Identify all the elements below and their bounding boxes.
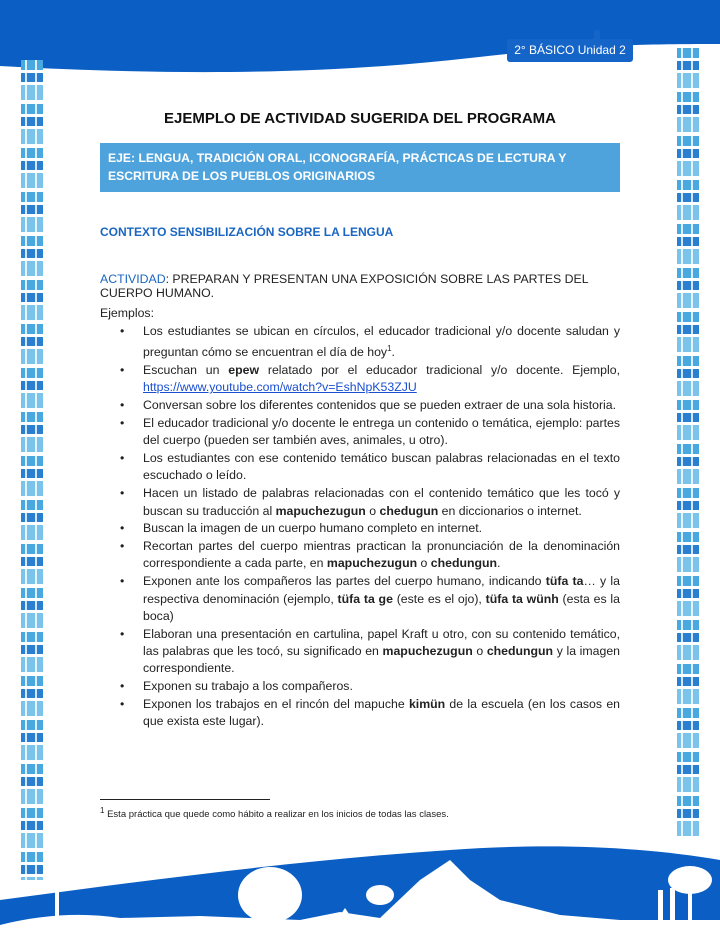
item-text: Escuchan un	[143, 363, 229, 378]
item-text: El educador tradicional y/o docente le entrega un contenido o temática, ejemplo: partes del cuerpo (pueden ser también aves, animales, u otro).	[143, 416, 620, 448]
bold-term: epew	[228, 363, 260, 378]
item-text: en diccionarios o internet.	[438, 503, 582, 518]
list-item	[100, 538, 620, 573]
item-text: .	[497, 556, 501, 571]
list-item	[100, 323, 620, 362]
right-decorative-border	[677, 48, 699, 838]
footnote-divider	[100, 799, 270, 800]
eje-banner: EJE: LENGUA, TRADICIÓN ORAL, ICONOGRAFÍA, PRÁCTICAS DE LECTURA Y ESCRITURA DE LOS PUEBLOS ORIGINARIOS	[100, 143, 620, 192]
bold-term: chedungun	[430, 556, 498, 571]
examples-list	[100, 323, 620, 731]
item-text: relatado por el educador tradicional y/o docente. Ejemplo,	[259, 363, 621, 378]
item-text: Conversan sobre los diferentes contenidos que se pueden extraer de una sola historia.	[143, 398, 617, 413]
item-text: Exponen los trabajos en el rincón del mapuche	[143, 696, 409, 711]
item-text: Los estudiantes se ubican en círculos, el educador tradicional y/o docente saludan y preguntan cómo se encuentran el día de hoy	[143, 324, 620, 360]
item-text: Exponen su trabajo a los compañeros.	[143, 679, 353, 694]
item-text: Recortan partes del cuerpo mientras practican la pronunciación de la denominación correspondiente a cada parte, en	[143, 539, 620, 571]
unit-badge: 2° BÁSICO Unidad 2	[507, 39, 633, 62]
item-text: Los estudiantes con ese contenido temático buscan palabras relacionadas en el texto escuchado o leído.	[143, 451, 620, 483]
bold-term: tüfa ta wünh	[485, 591, 559, 606]
item-text: Buscan la imagen de un cuerpo humano completo en internet.	[143, 521, 483, 536]
item-text: Elaboran una presentación en cartulina, papel Kraft u otro, con su contenido temático, las palabras que les tocó, su significado en	[143, 626, 620, 658]
item-text: Exponen ante los compañeros las partes del cuerpo humano, indicando	[143, 574, 546, 589]
list-item	[100, 450, 620, 485]
footnote-mark: 1	[100, 806, 105, 815]
footnote	[100, 806, 449, 820]
item-text: (este es el ojo),	[392, 591, 486, 606]
bold-term: chedugun	[379, 503, 439, 518]
list-item	[100, 485, 620, 520]
item-text: … y la respectiva denominación (ejemplo,	[143, 574, 620, 606]
item-text: o	[365, 503, 380, 518]
bold-term: mapuchezugun	[275, 503, 366, 518]
activity-line	[100, 272, 630, 300]
list-item	[100, 397, 620, 414]
item-text: Hacen un listado de palabras relacionadas con el contenido temático que les tocó y buscan su traducción al	[143, 486, 620, 518]
bold-term: tüfa ta ge	[337, 591, 393, 606]
list-item	[100, 415, 620, 450]
item-text: o	[472, 643, 487, 658]
footnote-ref: 1	[387, 344, 392, 354]
footnote-text: Esta práctica que quede como hábito a realizar en los inicios de todas las clases.	[104, 809, 449, 821]
bold-term: kimün	[408, 696, 446, 711]
list-item	[100, 626, 620, 678]
video-link[interactable]: https://www.youtube.com/watch?v=EshNpK53ZJU	[143, 380, 417, 395]
item-text: o	[417, 556, 431, 571]
page-title: EJEMPLO DE ACTIVIDAD SUGERIDA DEL PROGRAMA	[164, 110, 556, 127]
item-text: de la escuela (en los casos en que exista este lugar).	[143, 696, 620, 729]
footer-landscape	[0, 820, 720, 932]
list-item	[100, 678, 620, 695]
item-text: .	[391, 345, 395, 360]
bold-term: mapuchezugun	[326, 556, 418, 571]
left-decorative-border	[21, 60, 43, 880]
list-item	[100, 362, 620, 397]
item-text: y la imagen correspondiente.	[143, 643, 620, 676]
activity-label: ACTIVIDAD	[100, 272, 166, 286]
bold-term: mapuchezugun	[382, 643, 473, 658]
list-item	[100, 573, 620, 625]
examples-label: Ejemplos:	[100, 306, 154, 320]
context-heading: CONTEXTO SENSIBILIZACIÓN SOBRE LA LENGUA	[100, 225, 394, 239]
list-item	[100, 520, 620, 537]
item-text: (esta es la boca)	[143, 591, 620, 623]
bold-term: chedungun	[486, 643, 554, 658]
bold-term: tüfa ta	[545, 574, 584, 589]
list-item	[100, 696, 620, 731]
activity-text: : PREPARAN Y PRESENTAN UNA EXPOSICIÓN SOBRE LAS PARTES DEL CUERPO HUMANO.	[100, 272, 589, 300]
